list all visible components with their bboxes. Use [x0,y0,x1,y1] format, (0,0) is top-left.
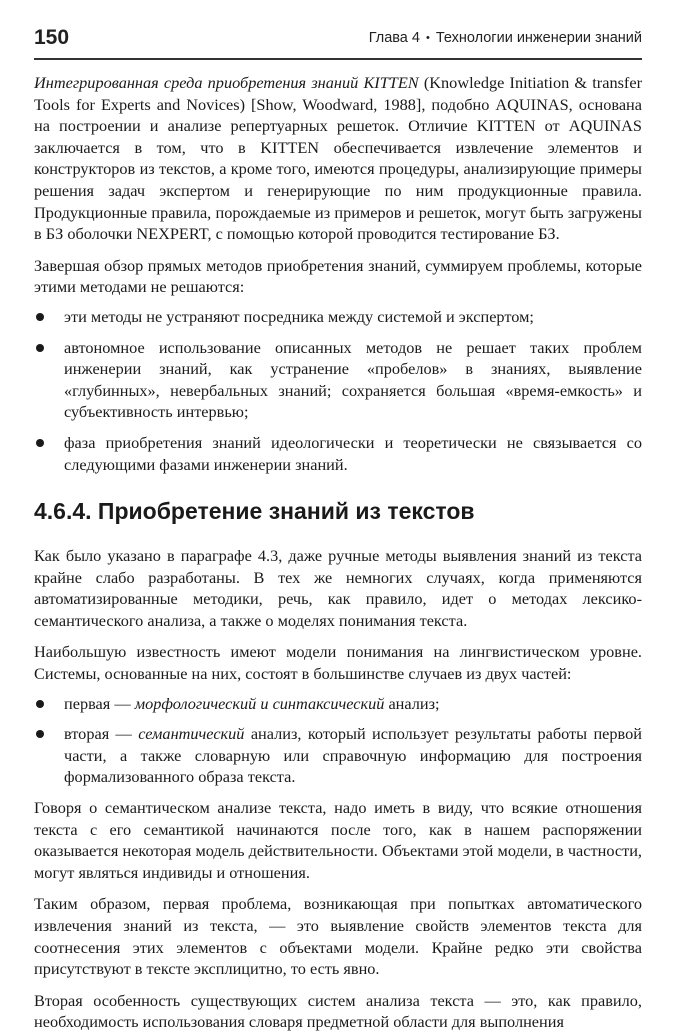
page-number: 150 [34,26,70,49]
list-item [34,693,642,715]
paragraph-first-problem: Таким образом, первая проблема, возникающая при попытках автоматического извлечения знаний из текста, — это выявление свойств элементов текста для соотнесения этих элементов с объектами модели. Крайне редко эти свойства присутствуют в тексте эксплицитно, то есть явно. [34,894,642,979]
running-head [369,30,642,46]
analysis-parts-list [34,693,642,788]
kitten-italic-lead: Интегрированная среда приобретения знаний KITTEN [34,73,419,92]
bullet-icon [36,344,44,352]
list-item [34,306,642,328]
paragraph-second-feature: Вторая особенность существующих систем анализа текста — это, как правило, необходимость использования словаря предметной области для выполнения [34,990,642,1032]
list-item-prefix: вторая — [64,724,139,744]
paragraph-semantic-analysis: Говоря о семантическом анализе текста, надо иметь в виду, что всякие отношения текста с его семантикой начинаются после того, как в нашем распоряжении оказывается некоторая модель действительности. Объектами этой модели, в частности, могут являться индивиды и отношения. [34,798,642,882]
bullet-separator: • [425,32,430,44]
list-item-italic: семантический [138,724,245,744]
list-item [34,723,642,788]
section-heading: 4.6.4. Приобретение знаний из текстов [34,498,475,525]
list-item-text: автономное использование описанных методов не решает таких проблем инженерии знаний, как устранение «пробелов» в знаниях, выявление «глубинных», невербальных знаний; сохраняется большая «время-емкость» и субъективность интервью; [64,337,642,422]
bullet-icon [36,700,44,708]
page-header [34,22,642,60]
paragraph-linguistic-models: Наибольшую известность имеют модели понимания на лингвистическом уровне. Системы, основанные на них, состоят в большинстве случаев из двух частей: [34,642,642,684]
bullet-icon [36,439,44,447]
kitten-text: (Knowledge Initiation & transfer Tools for Experts and Novices) [Show, Woodward, 1988], подобно AQUINAS, основана на построении и анализе репертуарных решеток. Отличие KITTEN от AQUINAS заключается в том, что в KITTEN обеспечивается извлечение элементов и конструкторов из текстов, а кроме того, имеются процедуры, анализирующие примеры решения задач экспертом и генерирующие по ним продукционные правила. Продукционные правила, порождаемые из примеров и решеток, могут быть загружены в БЗ оболочки NEXPERT, с помощью которой проводится тестирование БЗ. [34,73,643,244]
chapter-label: Глава 4 [368,30,420,46]
paragraph-manual-methods: Как было указано в параграфе 4.3, даже ручные методы выявления знаний из текста крайне слабо разработаны. В тех же немногих случаях, когда применяются автоматизированные методики, речь, как правило, идет о методах лексико-семантического анализа, а также о моделях понимания текста. [34,546,642,630]
list-item-prefix: первая — [64,693,135,713]
paragraph-problems-intro: Завершая обзор прямых методов приобретения знаний, суммируем проблемы, которые этими методами не решаются: [34,255,642,297]
bullet-icon [36,313,44,321]
list-item-text: эти методы не устраняют посредника между системой и экспертом; [64,306,534,326]
paragraph-kitten [34,72,642,245]
page-body [34,72,642,1033]
list-item [34,432,642,475]
problems-list [34,306,642,475]
list-item-text: фаза приобретения знаний идеологически и теоретически не связывается со следующими фазами инженерии знаний. [64,432,642,474]
bullet-icon [36,730,44,738]
list-item-italic: морфологический и синтаксический [134,693,385,713]
list-item-suffix: анализ; [384,693,440,713]
list-item-suffix: анализ, который использует результаты работы первой части, а также словарную или справочную информацию для построения формализованного образа текста. [64,724,642,787]
chapter-title: Технологии инженерии знаний [435,30,642,46]
list-item [34,337,642,423]
